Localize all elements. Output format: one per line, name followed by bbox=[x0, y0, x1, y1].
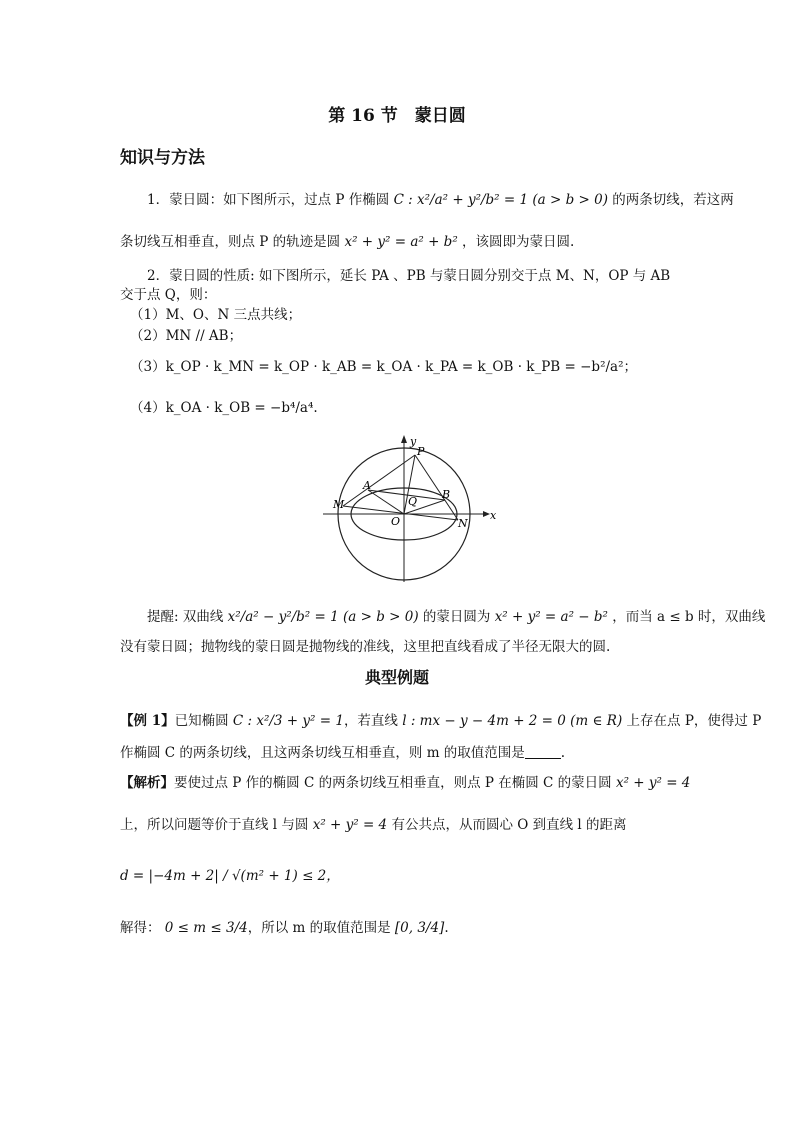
line-PN bbox=[415, 455, 458, 520]
property-3: （3）k_OP · k_MN = k_OP · k_AB = k_OA · k_PA = k_OB · k_PB = −b²/a²； bbox=[130, 359, 637, 375]
p1-text-d: ，该圆即为蒙日圆. bbox=[462, 234, 575, 250]
example-text-c: 上存在点 P，使得过 P bbox=[626, 713, 762, 729]
note-line-1 bbox=[147, 607, 765, 627]
example-line-equation: l : mx − y − 4m + 2 = 0 (m ∈ R) bbox=[402, 713, 623, 729]
example-line-1 bbox=[120, 711, 761, 731]
note-text-c: ，而当 a ≤ b 时，双曲线 bbox=[612, 609, 766, 625]
solution-text-e: 解得： bbox=[120, 920, 161, 936]
section-heading-knowledge: 知识与方法 bbox=[120, 148, 205, 168]
p1-text-c: 条切线互相垂直，则点 P 的轨迹是圆 bbox=[120, 234, 341, 250]
property-4: （4）k_OA · k_OB = −b⁴/a⁴. bbox=[130, 400, 318, 416]
p1-text-b: 的两条切线，若这两 bbox=[612, 192, 734, 208]
example-text-e: . bbox=[560, 745, 566, 761]
solution-inequality: 0 ≤ m ≤ 3/4 bbox=[164, 920, 248, 936]
solution-tag: 【解析】 bbox=[120, 775, 174, 791]
example-text-b: ，若直线 bbox=[343, 713, 398, 729]
solution-text-f: ，所以 m 的取值范围是 bbox=[247, 920, 391, 936]
label-M: M bbox=[333, 498, 345, 511]
note-line-2: 没有蒙日圆；抛物线的蒙日圆是抛物线的准线，这里把直线看成了半径无限大的圆. bbox=[120, 639, 611, 655]
note-text-b: 的蒙日圆为 bbox=[422, 609, 491, 625]
label-N: N bbox=[458, 517, 468, 530]
solution-line-1 bbox=[120, 773, 690, 793]
solution-line-4 bbox=[120, 918, 449, 938]
example-text-a: 已知椭圆 bbox=[174, 713, 229, 729]
label-P: P bbox=[417, 445, 425, 458]
label-O: O bbox=[391, 515, 401, 528]
solution-circle-equation-2: x² + y² = 4 bbox=[312, 817, 388, 833]
label-B: B bbox=[442, 488, 451, 501]
solution-distance-formula: d = |−4m + 2| / √(m² + 1) ≤ 2， bbox=[120, 868, 340, 884]
label-x: x bbox=[490, 509, 497, 522]
paragraph-1-line-1 bbox=[147, 190, 734, 210]
solution-circle-equation: x² + y² = 4 bbox=[615, 775, 691, 791]
note-hyperbola-equation: x²/a² − y²/b² = 1 (a > b > 0) bbox=[227, 609, 419, 625]
solution-text-a: 要使过点 P 作的椭圆 C 的两条切线互相垂直，则点 P 在椭圆 C 的蒙日圆 bbox=[174, 775, 612, 791]
p1-circle-equation: x² + y² = a² + b² bbox=[344, 234, 458, 250]
answer-blank bbox=[525, 744, 561, 759]
label-y: y bbox=[410, 435, 417, 448]
note-circle-equation: x² + y² = a² − b² bbox=[494, 609, 608, 625]
monge-circle-figure bbox=[318, 432, 500, 584]
property-2: （2）MN // AB； bbox=[130, 328, 243, 344]
y-axis-arrow-icon bbox=[401, 435, 407, 443]
example-tag: 【例 1】 bbox=[120, 713, 175, 729]
section-heading-examples: 典型例题 bbox=[364, 668, 429, 687]
solution-text-b: 上，所以问题等价于直线 l 与圆 bbox=[120, 817, 309, 833]
example-ellipse-equation: C : x²/3 + y² = 1 bbox=[232, 713, 344, 729]
line-MN bbox=[343, 506, 458, 520]
solution-range: [0, 3/4] bbox=[394, 920, 445, 936]
p1-ellipse-equation: C : x²/a² + y²/b² = 1 (a > b > 0) bbox=[393, 192, 608, 208]
example-text-d: 作椭圆 C 的两条切线，且这两条切线互相垂直，则 m 的取值范围是 bbox=[120, 745, 525, 761]
paragraph-1-line-2 bbox=[120, 232, 574, 252]
solution-text-c: 有公共点，从而圆心 O 到直线 l 的距离 bbox=[391, 817, 627, 833]
x-axis-arrow-icon bbox=[483, 511, 490, 517]
example-line-2 bbox=[120, 743, 565, 763]
note-text-a: 提醒: 双曲线 bbox=[147, 609, 224, 625]
paragraph-2-line-1: 2．蒙日圆的性质: 如下图所示，延长 PA 、PB 与蒙日圆分别交于点 M、N，OP 与 AB bbox=[147, 268, 671, 284]
property-1: （1）M、O、N 三点共线； bbox=[130, 307, 302, 323]
paragraph-2-line-2: 交于点 Q，则： bbox=[120, 287, 217, 303]
solution-text-g: . bbox=[444, 920, 449, 936]
label-A: A bbox=[363, 479, 371, 492]
page-title: 第 16 节 蒙日圆 bbox=[328, 106, 466, 126]
solution-line-2 bbox=[120, 815, 627, 835]
label-Q: Q bbox=[408, 495, 418, 508]
p1-text-a: 1．蒙日圆：如下图所示，过点 P 作椭圆 bbox=[147, 192, 390, 208]
